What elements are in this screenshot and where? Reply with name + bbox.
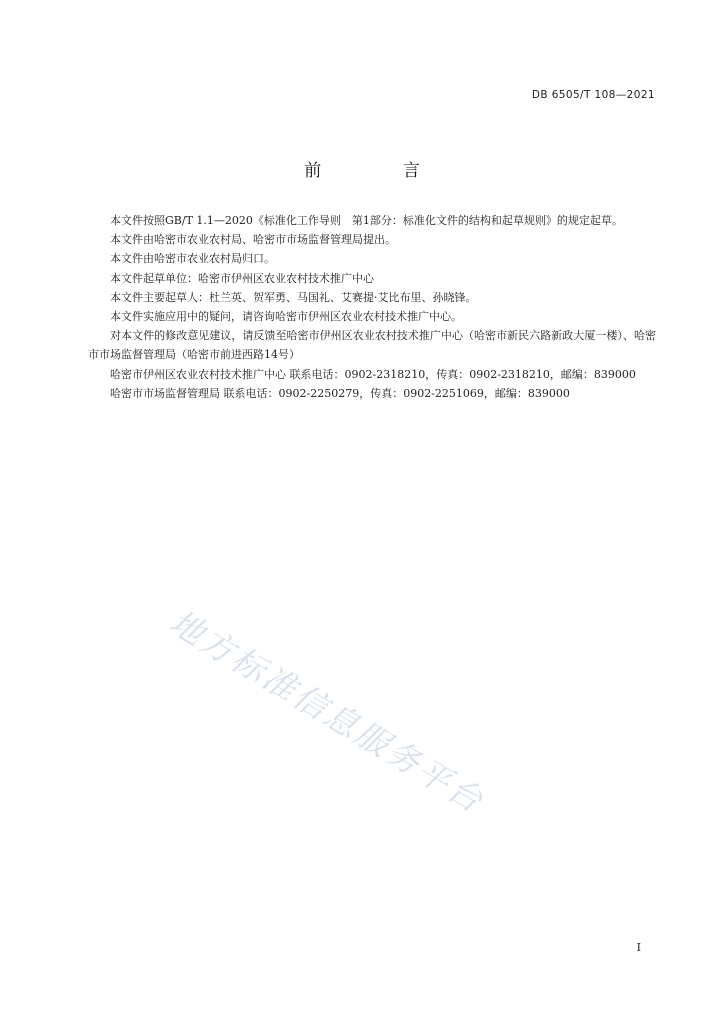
paragraph-feedback: 对本文件的修改意见建议，请反馈至哈密市伊州区农业农村技术推广中心（哈密市新民六路新政大厦一楼）、哈密市市场监督管理局（哈密市前进西路14号） [88,329,656,362]
paragraph-contact-tech-center: 哈密市伊州区农业农村技术推广中心 联系电话：0902-2318210，传真：0902-2318210，邮编：839000 [110,367,636,381]
paragraph-contact-market-bureau: 哈密市市场监督管理局 联系电话：0902-2250279，传真：0902-2251069，邮编：839000 [110,386,570,400]
paragraph-drafting-unit: 本文件起草单位：哈密市伊州区农业农村技术推广中心 [110,271,374,285]
paragraph-administrator: 本文件由哈密市农业农村局归口。 [110,252,275,266]
section-title: 前 言 [304,161,458,181]
document-code: DB 6505/T 108—2021 [531,89,655,101]
paragraph-drafting-rules: 本文件按照GB/T 1.1—2020《标准化工作导则 第1部分：标准化文件的结构和起草规则》的规定起草。 [110,214,623,227]
paragraph-proposer: 本文件由哈密市农业农村局、哈密市市场监督管理局提出。 [110,233,396,247]
body-text [88,211,656,403]
paragraph-drafters: 本文件主要起草人：杜兰英、贺军勇、马国礼、艾赛提·艾比布里、孙晓锋。 [110,290,477,304]
watermark: 地方标准信息服务平台 [162,602,492,821]
paragraph-inquiry: 本文件实施应用中的疑问，请咨询哈密市伊州区农业农村技术推广中心。 [110,310,462,324]
page-number: I [636,941,641,954]
